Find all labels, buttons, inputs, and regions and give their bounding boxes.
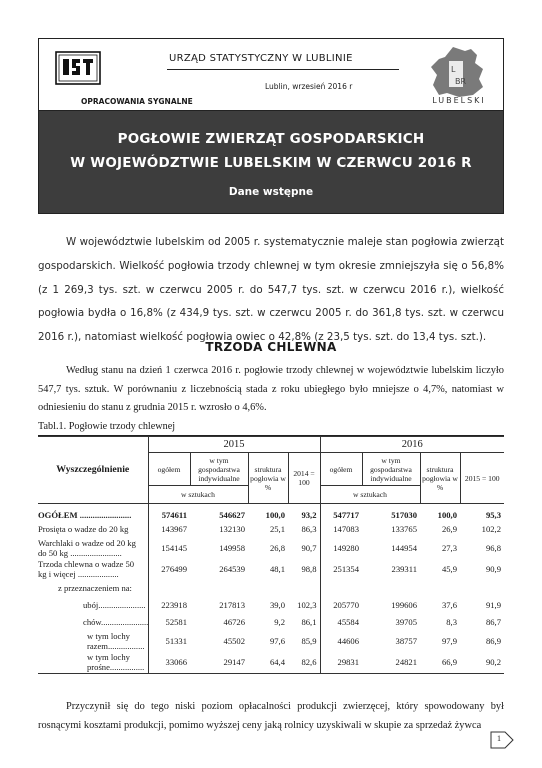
cell-index-2016: 86,9: [485, 636, 501, 646]
col-index-2015: 2014 = 100: [288, 453, 320, 504]
intro-paragraph: [38, 231, 504, 350]
unit-header-2015: w sztukach: [148, 486, 248, 504]
intro-text: W województwie lubelskim od 2005 r. systematycznie maleje stan pogłowia zwierząt gospodarskich. Wielkość pogłowia trzody chlewnej w tym okresie zmniejszyła się o 56,8% (z 1 269,3 tys. szt. w czerwcu 2005 r. do 547,7 tys. szt. w czerwcu 2016 r.), wielkość pogłowia bydła o 16,8% (z 434,9 tys. szt. w czerwcu 2005 r. do 361,8 tys. szt. w czerwcu 2016 r.), natomiast wielkość pogłowia owiec o 42,8% (z 23,5 tys. szt. do 13,4 tys. szt.).: [38, 236, 504, 344]
col-individual-2015: w tym gospodarstwa indywidualne: [190, 453, 248, 486]
cell-index-2016: 95,3: [485, 510, 501, 521]
cell-structure-2016: 66,9: [420, 652, 460, 674]
cell-index-2016: 90,9: [485, 564, 501, 574]
year-header-2015: 2015: [148, 437, 320, 453]
col-structure-2015: struktura pogłowia w %: [248, 453, 288, 504]
table-row: [38, 597, 504, 614]
pig-stock-table: [38, 436, 504, 674]
svg-text:L: L: [451, 65, 456, 74]
cell-total-2016: 44606: [320, 631, 362, 652]
cell-index-2015: 90,7: [301, 543, 317, 553]
cell-individual-2016: 38757: [395, 636, 417, 646]
col-structure-2016: struktura pogłowia w %: [420, 453, 460, 504]
section-heading: TRZODA CHLEWNA: [205, 340, 337, 354]
cell-total-2015: 143967: [148, 521, 190, 538]
cell-individual-2016: 144954: [391, 543, 417, 553]
row-label: Trzoda chlewna o wadze 50 kg i więcej ...................: [38, 558, 135, 579]
cell-structure-2016: 97,9: [441, 636, 457, 646]
cell-total-2016: 547717: [320, 504, 362, 521]
cell-structure-2015: 97,6: [269, 636, 285, 646]
table-row-total: [38, 504, 504, 521]
cell-individual-2015: 29147: [190, 652, 248, 674]
cell-total-2015: 276499: [148, 559, 190, 580]
table-row: [38, 580, 504, 597]
col-total-2015: ogółem: [148, 453, 190, 486]
cell-index-2016: 90,2: [460, 652, 504, 674]
cell-total-2015: 51331: [148, 631, 190, 652]
cell-total-2016: 147083: [320, 521, 362, 538]
cell-structure-2016: 37,6: [441, 600, 457, 610]
cell-structure-2015: 39,0: [269, 600, 285, 610]
cell-structure-2015: 48,1: [269, 564, 285, 574]
region-logo-text: LUBELSKI: [432, 96, 486, 105]
cell-index-2015: 102,3: [297, 600, 317, 610]
report-subtitle: Dane wstępne: [228, 186, 314, 198]
cell-total-2015: 574611: [148, 504, 190, 521]
cell-structure-2016: 27,3: [441, 543, 457, 553]
cell-total-2016: 149280: [320, 538, 362, 559]
cell-total-2015: 52581: [148, 614, 190, 631]
cell-index-2015: 98,8: [301, 564, 317, 574]
cell-structure-2016: 45,9: [441, 564, 457, 574]
cell-index-2015: 82,6: [288, 652, 320, 674]
cell-structure-2016: 26,9: [441, 524, 457, 534]
cell-structure-2015: 25,1: [269, 524, 285, 534]
cell-index-2016: 96,8: [485, 543, 501, 553]
cell-individual-2016: 199606: [391, 600, 417, 610]
col-individual-2016: w tym gospodarstwa indywidualne: [362, 453, 420, 486]
cell-index-2015: 93,2: [301, 510, 317, 521]
office-name-rule: [167, 69, 399, 70]
cell-individual-2016: 24821: [362, 652, 420, 674]
cell-structure-2015: 64,4: [248, 652, 288, 674]
statistics-office-logo: [55, 51, 101, 85]
report-title-line-1: POGŁOWIE ZWIERZĄT GOSPODARSKICH: [117, 131, 425, 147]
unit-header-2016: w sztukach: [320, 486, 420, 504]
cell-structure-2015: 9,2: [274, 617, 285, 627]
cell-individual-2015: 149958: [219, 543, 245, 553]
cell-structure-2016: 8,3: [446, 617, 457, 627]
section-paragraph-1: [38, 362, 504, 418]
cell-index-2016: 102,2: [481, 524, 501, 534]
cell-total-2016: 205770: [320, 597, 362, 614]
cell-total-2016: 45584: [320, 614, 362, 631]
table-row: [38, 614, 504, 631]
row-label: w tym lochy razem.................: [87, 630, 145, 651]
report-title-line-2: W WOJEWÓDZTWIE LUBELSKIM W CZERWCU 2016 R: [70, 155, 472, 171]
cell-index-2016: 91,9: [485, 600, 501, 610]
cell-total-2015: 154145: [148, 538, 190, 559]
cell-individual-2015: 132130: [219, 524, 245, 534]
cell-individual-2016: 517030: [391, 510, 417, 521]
cell-index-2015: 86,3: [301, 524, 317, 534]
col-index-2016: 2015 = 100: [460, 453, 504, 504]
year-header-2016: 2016: [320, 437, 504, 453]
col-total-2016: ogółem: [320, 453, 362, 486]
cell-total-2016: 251354: [320, 559, 362, 580]
cell-structure-2015: 100,0: [265, 510, 285, 521]
row-label: OGÓŁEM ........................: [38, 510, 132, 520]
row-label: w tym lochy prośne................: [38, 652, 148, 674]
svg-text:BR: BR: [455, 77, 467, 86]
page-number: 1: [497, 734, 501, 743]
section-paragraph-2-text: Przyczynił się do tego niski poziom opłacalności produkcji zwierzęcej, który spowodowany był rosnącymi kosztami produkcji, pomimo wyższej ceny jaką rolnicy uzyskiwali w skupie za sprzedaż żywca: [38, 701, 504, 731]
cell-structure-2016: 100,0: [437, 510, 457, 521]
table-row: [38, 538, 504, 559]
cell-index-2015: 86,1: [301, 617, 317, 627]
cell-total-2015: 223918: [148, 597, 190, 614]
table-row: [38, 559, 504, 580]
report-header: [38, 38, 504, 214]
title-band: [39, 111, 503, 213]
cell-individual-2015: 46726: [223, 617, 245, 627]
cell-total-2016: 29831: [320, 652, 362, 674]
office-name: URZĄD STATYSTYCZNY W LUBLINIE: [169, 53, 353, 64]
cell-individual-2016: 39705: [395, 617, 417, 627]
cell-individual-2015: 546627: [219, 510, 245, 521]
place-date: Lublin, wrzesień 2016 r: [265, 82, 353, 91]
section-paragraph-2: [38, 698, 504, 735]
table-row: [38, 631, 504, 652]
row-label: chów......................: [83, 616, 149, 627]
table-row: [38, 521, 504, 538]
cell-individual-2015: 264539: [219, 564, 245, 574]
cell-structure-2015: 26,8: [269, 543, 285, 553]
table-row: [38, 652, 504, 674]
cell-individual-2016: 239311: [391, 564, 417, 574]
stub-header: Wyszczególnienie: [38, 437, 148, 504]
cell-individual-2016: 133765: [391, 524, 417, 534]
signal-label: OPRACOWANIA SYGNALNE: [81, 97, 193, 106]
row-label: z przeznaczeniem na:: [58, 582, 132, 593]
cell-individual-2015: 217813: [219, 600, 245, 610]
cell-index-2015: 85,9: [301, 636, 317, 646]
cell-individual-2015: 45502: [223, 636, 245, 646]
cell-total-2015: 33066: [148, 652, 190, 674]
table-caption: Tabl.1. Pogłowie trzody chlewnej: [38, 421, 176, 432]
row-label: Prosięta o wadze do 20 kg: [38, 523, 129, 534]
row-label: ubój......................: [83, 599, 146, 610]
header-top-band: [39, 39, 503, 111]
row-label: Warchlaki o wadze od 20 kg do 50 kg ........................: [38, 537, 136, 558]
cell-index-2016: 86,7: [485, 617, 501, 627]
section-paragraph-1-text: Według stanu na dzień 1 czerwca 2016 r. pogłowie trzody chlewnej w województwie lubelskim liczyło 547,7 tys. sztuk. W porównaniu z liczebnością stada z roku ubiegłego było mniejsze o 4,7%, natomiast w odniesieniu do stanu z grudnia 2015 r. wzrosło o 4,6%.: [38, 365, 504, 414]
